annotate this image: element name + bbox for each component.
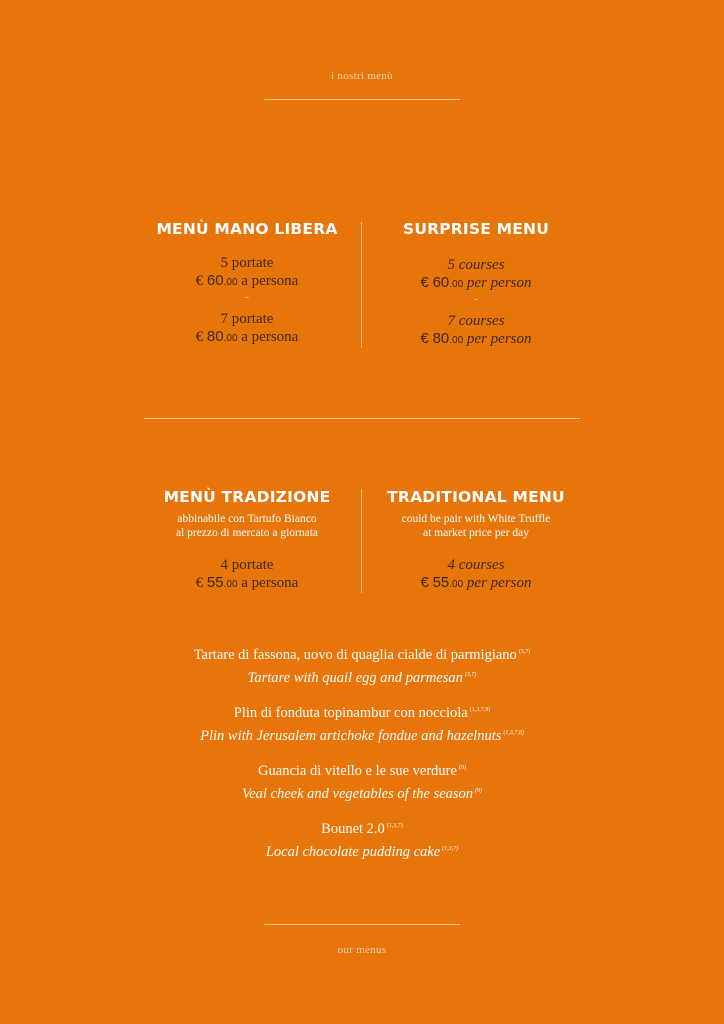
menu-mano-libera <box>122 220 372 348</box>
separator: - <box>473 292 479 306</box>
price-line: € 80.00 per person <box>420 330 532 347</box>
traditional-menu <box>351 488 601 594</box>
courses-text: 4 portate <box>220 557 274 573</box>
truffle-note: could be pair with White Truffle <box>401 513 551 525</box>
dish-name-en: Plin with Jerusalem artichoke fondue and hazelnuts $^{(1,3,7,8)}$ <box>200 727 524 744</box>
section-title: MENÙ MANO LIBERA <box>156 220 338 238</box>
price-line: € 80.00 a persona <box>195 328 299 345</box>
dish-name-en: Tartare with quail egg and parmesan $^{(3,7)}$ <box>247 669 477 686</box>
courses-text: 7 portate <box>220 311 274 327</box>
dish-item <box>0 700 724 746</box>
top-divider <box>264 99 460 100</box>
dish-name-it: Guancia di vitello e le sue verdure $^{(9)}$ <box>258 762 466 779</box>
bottom-divider <box>264 924 460 925</box>
price-line: € 55.00 a persona <box>195 574 299 591</box>
header-label: i nostri menù <box>331 70 393 82</box>
section-title: TRADITIONAL MENU <box>387 488 565 506</box>
truffle-note: abbinabile con Tartufo Bianco <box>177 513 317 525</box>
dish-name-en: Veal cheek and vegetables of the season $^{(9)}$ <box>241 785 483 802</box>
price-line: € 60.00 per person <box>420 274 532 291</box>
courses-text: 5 portate <box>220 255 274 271</box>
dish-item <box>0 816 724 862</box>
dish-name-it: Plin di fonduta topinambur con nocciola $^{(1,3,7,8)}$ <box>233 704 491 721</box>
dish-item <box>0 758 724 804</box>
dish-name-en: Local chocolate pudding cake $^{(1,3,7)}$ <box>265 843 459 860</box>
middle-divider <box>144 418 580 419</box>
section-title: MENÙ TRADIZIONE <box>163 488 331 506</box>
price-line: € 60.00 a persona <box>195 272 299 289</box>
dish-item <box>0 642 724 688</box>
courses-text: 4 courses <box>447 557 505 573</box>
courses-text: 7 courses <box>447 313 505 329</box>
dish-name-it: Bounet 2.0 $^{(1,3,7)}$ <box>321 820 403 837</box>
separator: - <box>244 290 250 304</box>
truffle-note: al prezzo di mercato a giornata <box>175 527 319 539</box>
section-title: SURPRISE MENU <box>402 220 550 238</box>
footer-label: our menus <box>337 944 387 956</box>
menu-tradizione <box>122 488 372 594</box>
dish-name-it: Tartare di fassona, uovo di quaglia cialde di parmigiano $^{(3,7)}$ <box>193 646 531 663</box>
courses-text: 5 courses <box>447 257 505 273</box>
price-line: € 55.00 per person <box>420 574 532 591</box>
surprise-menu <box>351 220 601 350</box>
truffle-note: at market price per day <box>423 527 529 539</box>
